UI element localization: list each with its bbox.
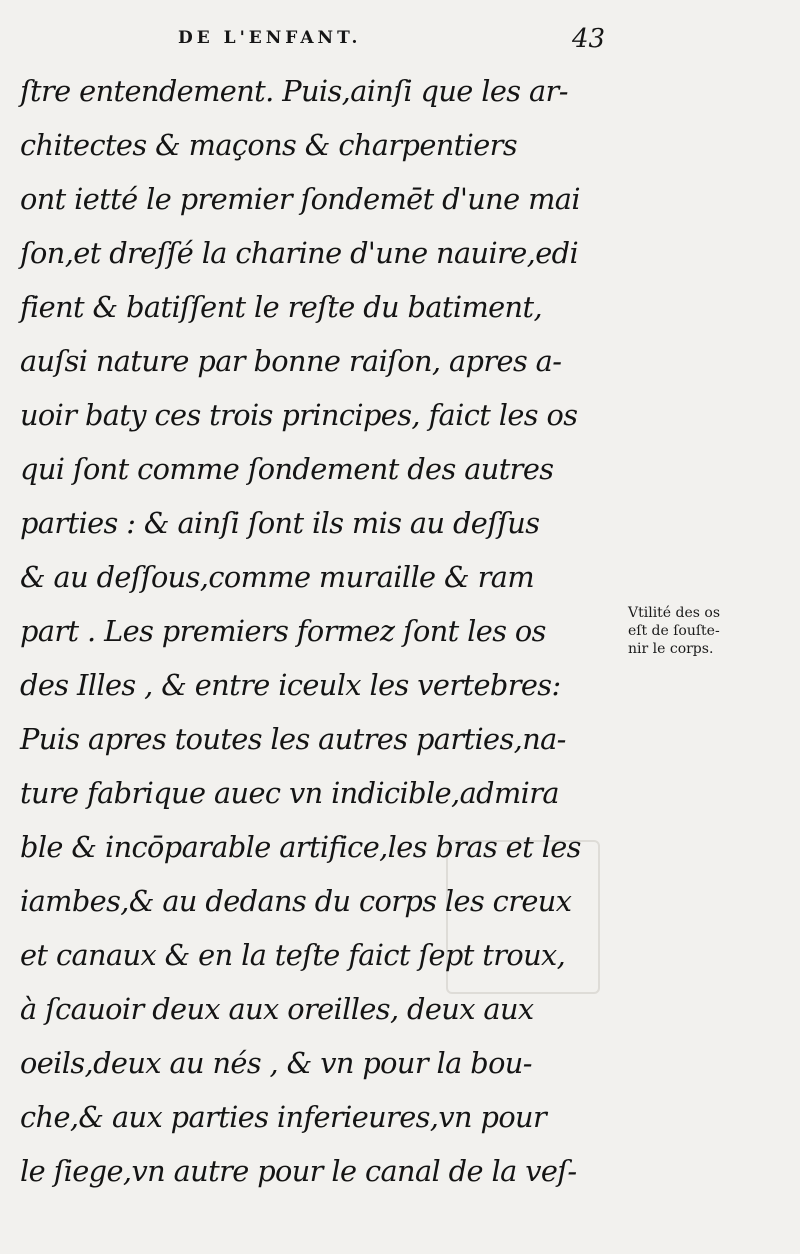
text-line: chitectes & maçons & charpentiers: [20, 128, 518, 162]
marginal-note: [628, 604, 788, 658]
text-line: ont ietté le premier ſondemēt d'une mai: [20, 182, 580, 216]
text-line: parties : & ainſi ſont ils mis au deſſus: [20, 506, 540, 540]
page-number: 43: [572, 24, 606, 54]
text-line: ſon,et dreſſé la charine d'une nauire,edi: [20, 236, 579, 270]
marginal-note-line: nir le corps.: [628, 641, 714, 657]
text-line: des Illes , & entre iceulx les vertebres:: [20, 668, 561, 702]
text-line: oeils,deux au nés , & vn pour la bou-: [20, 1046, 532, 1080]
text-line: & au deſſous,comme muraille & ram: [20, 560, 535, 594]
body-text: [20, 64, 625, 1198]
text-line: ſtre entendement. Puis,ainſi que les ar-: [20, 74, 568, 108]
text-line: ble & incōparable artifice,les bras et les: [20, 830, 581, 864]
text-line: ture fabrique auec vn indicible,admira: [20, 776, 559, 810]
text-line: che,& aux parties inferieures,vn pour: [20, 1100, 547, 1134]
text-line: auſsi nature par bonne raiſon, apres a-: [20, 344, 562, 378]
page-header: [0, 26, 800, 56]
text-line: Puis apres toutes les autres parties,na-: [20, 722, 566, 756]
marginal-note-line: eſt de ſouſte-: [628, 623, 720, 639]
text-line: qui ſont comme ſondement des autres: [20, 452, 554, 486]
text-line: fient & batiſſent le reſte du batiment,: [20, 290, 543, 324]
text-line: et canaux & en la teſte faict ſept troux,: [20, 938, 566, 972]
text-line: uoir baty ces trois principes, faict les os: [20, 398, 578, 432]
text-line: à ſcauoir deux aux oreilles, deux aux: [20, 992, 534, 1026]
marginal-note-line: Vtilité des os: [628, 605, 721, 621]
text-line: le ſiege,vn autre pour le canal de la veſ-: [20, 1154, 577, 1188]
running-head: DE L'ENFANT.: [178, 28, 362, 48]
text-line: iambes,& au dedans du corps les creux: [20, 884, 572, 918]
text-line: part . Les premiers formez ſont les os: [20, 614, 546, 648]
